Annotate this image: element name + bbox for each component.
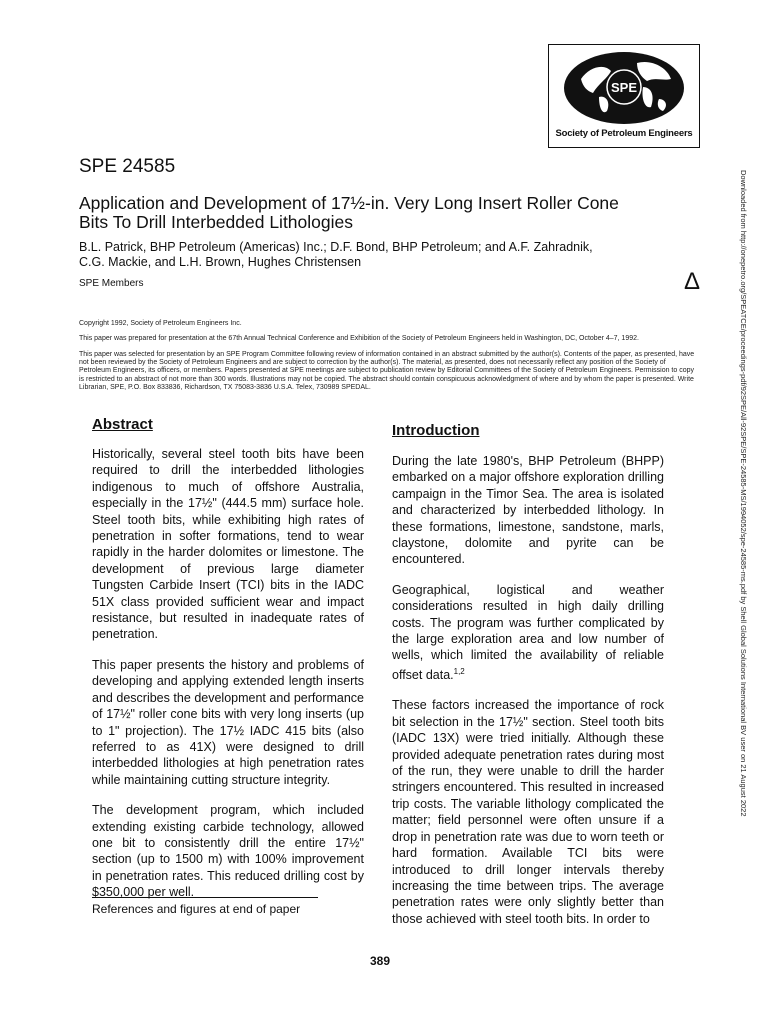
download-watermark: Downloaded from http://onepetro.org/SPEATCE/proceedings-pdf/92SPE/All-92SPE/SPE-24585-MS/1994052/spe-24585-ms.pdf by Shell Global Solutions International BV user on 21 August 2022 — [739, 170, 748, 817]
abstract-heading: Abstract — [92, 416, 153, 433]
abstract-column — [92, 446, 364, 915]
spe-logo — [548, 44, 700, 148]
logo-org-name: Society of Petroleum Engineers — [555, 128, 693, 139]
abstract-paragraph-3: The development program, which included extending existing carbide technology, allowed one bit to consistently drill the entire 17½" section (up to 1500 m) with 100% improvement in penetration rates. This reduced drilling cost by $350,000 per well. — [92, 803, 364, 900]
abstract-paragraph-1: Historically, several steel tooth bits have been required to drill the interbedded lithologies indigenous to much of offshore Australia, especially in the 17½" (444.5 mm) surface hole. Steel tooth bits, while exhibiting high rates of penetration in softer formations, tend to wear rapidly in the harder dolomites or limestone. The development of previous large diameter Tungsten Carbide Insert (TCI) bits in the IADC 51X class provided sufficient wear and impact resistance, but resulted in inadequate rates of penetration. — [92, 447, 364, 642]
paper-number: SPE 24585 — [79, 156, 176, 177]
reference-superscript: 1,2 — [453, 666, 465, 676]
intro-paragraph-2-text: Geographical, logistical and weather considerations resulted in high daily drilling costs. The program was further complicated by the large exploration area and low number of wells, which limited the availability of reliable offset data. — [392, 582, 664, 683]
authors — [79, 240, 659, 270]
footnote-divider — [92, 897, 318, 898]
introduction-heading: Introduction — [392, 422, 480, 439]
footnote: References and figures at end of paper — [92, 902, 301, 916]
page-number: 389 — [370, 954, 391, 968]
authors-line-2: C.G. Mackie, and L.H. Brown, Hughes Christensen — [79, 255, 362, 269]
abstract-paragraph-2: This paper presents the history and problems of developing and applying extended length inserts and describes the development and performance of 17½" roller cone bits with very long inserts (up to 1" projection). The 17½ IADC 415 bits (also referred to as 41X) were designed to drill interbedded lithologies at high penetration rates while maintaining cutting structure integrity. — [92, 657, 364, 787]
delta-symbol: Δ — [684, 268, 701, 295]
introduction-column — [392, 453, 664, 941]
authors-line-1: B.L. Patrick, BHP Petroleum (Americas) Inc.; D.F. Bond, BHP Petroleum; and A.F. Zahradnik, — [79, 240, 593, 254]
intro-paragraph-3: These factors increased the importance of rock bit selection in the 17½" section. Steel tooth bits (IADC 13X) were tried initially. Although these provided adequate penetration rates during most of the run, they were unable to drill the harder stringers encountered. This resulted in increased trip costs. The variable lithology complicated the matter; field personnel were often unsure if a drop in penetration rate was due to worn teeth or hard formation. Available TCI bits were introduced to drill longer intervals thereby increasing the time between trips. The average penetration rates were only slightly better than those achieved with steel tooth bits. In order to — [392, 698, 664, 926]
intro-paragraph-1: During the late 1980's, BHP Petroleum (BHPP) embarked on a major offshore exploration drilling campaign in the Timor Sea. The area is isolated and characterized by interbedded lithology. In these formations, limestone, sandstone, marls, claystone, dolomite and pyrite can be encountered. — [392, 454, 664, 567]
spe-members: SPE Members — [79, 278, 144, 289]
paper-title: Application and Development of 17½-in. Very Long Insert Roller Cone Bits To Drill Interbedded Lithologies — [79, 193, 619, 232]
globe-emblem-icon — [559, 49, 689, 127]
presentation-note: This paper was prepared for presentation at the 67th Annual Technical Conference and Exhibition of the Society of Petroleum Engineers held in Washington, DC, October 4–7, 1992. — [79, 335, 639, 342]
emblem-text: SPE — [610, 80, 638, 95]
copyright: Copyright 1992, Society of Petroleum Engineers Inc. — [79, 320, 242, 327]
intro-paragraph-2 — [392, 582, 664, 684]
selection-note: This paper was selected for presentation by an SPE Program Committee following review of information contained in an abstract submitted by the author(s). Contents of the paper, as presented, have not been reviewed by the Society of Petroleum Engineers and are subject to correction by the author(s). The material, as presented, does not necessarily reflect any position of the Society of Petroleum Engineers, its officers, or members. Papers presented at SPE meetings are subject to publication review by Editorial Committees of the Society of Petroleum Engineers. Permission to copy is restricted to an abstract of not more than 300 words. Illustrations may not be copied. The abstract should contain conspicuous acknowledgment of where and by whom the paper is presented. Write Librarian, SPE, P.O. Box 833836, Richardson, TX 75083-3836 U.S.A. Telex, 730989 SPEDAL. — [79, 351, 695, 391]
